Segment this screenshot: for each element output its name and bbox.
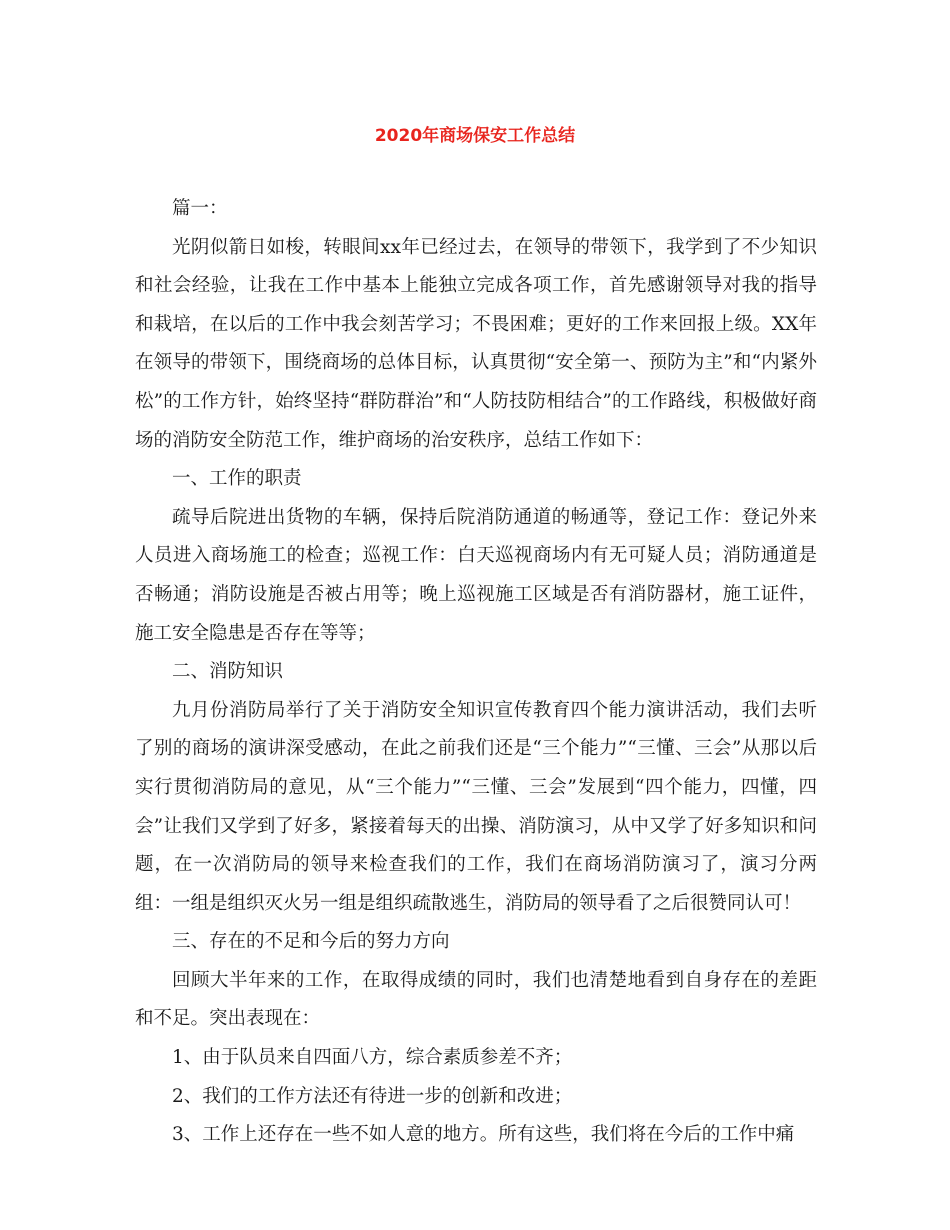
list-item: 1、由于队员来自四面八方，综合素质参差不齐； <box>172 1047 573 1069</box>
document-title: 2020年商场保安工作总结 <box>374 126 576 146</box>
section-heading: 一、工作的职责 <box>172 468 302 490</box>
list-item: 2、我们的工作方法还有待进一步的创新和改进； <box>172 1085 573 1107</box>
paragraph: 九月份消防局举行了关于消防安全知识宣传教育四个能力演讲活动，我们去听了别的商场的演讲深受感动，在此之前我们还是“三个能力”“三懂、三会”从那以后实行贯彻消防局的意见，从“三个能力”“三懂、三会”发展到“四个能力，四懂，四会”让我们又学到了好多，紧接着每天的出操、消防演习，从中又学了好多知识和问题，在一次消防局的领导来检查我们的工作，我们在商场消防演习了，演习分两组：一组是组织灭火另一组是组织疏散逃生，消防局的领导看了之后很赞同认可！ <box>135 699 817 914</box>
section-heading: 三、存在的不足和今后的努力方向 <box>172 931 450 953</box>
document-body <box>135 190 817 1155</box>
section-label: 篇一： <box>172 198 228 219</box>
list-item: 3、工作上还存在一些不如人意的地方。所有这些，我们将在今后的工作中痛 <box>172 1124 795 1146</box>
section-heading: 二、消防知识 <box>172 661 284 683</box>
paragraph: 疏导后院进出货物的车辆，保持后院消防通道的畅通等，登记工作：登记外来人员进入商场施工的检查；巡视工作：白天巡视商场内有无可疑人员；消防通道是否畅通；消防设施是否被占用等；晚上巡视施工区域是否有消防器材，施工证件，施工安全隐患是否存在等等； <box>135 506 817 644</box>
paragraph: 回顾大半年来的工作，在取得成绩的同时，我们也清楚地看到自身存在的差距和不足。突出表现在： <box>135 969 817 1030</box>
paragraph: 光阴似箭日如梭，转眼间xx年已经过去，在领导的带领下，我学到了不少知识和社会经验，让我在工作中基本上能独立完成各项工作，首先感谢领导对我的指导和栽培，在以后的工作中我会刻苦学习；不畏困难；更好的工作来回报上级。XX年在领导的带领下，围绕商场的总体目标，认真贯彻“安全第一、预防为主”和“内紧外松”的工作方针，始终坚持“群防群治”和“人防技防相结合”的工作路线，积极做好商场的消防安全防范工作，维护商场的治安秩序，总结工作如下： <box>135 236 817 451</box>
